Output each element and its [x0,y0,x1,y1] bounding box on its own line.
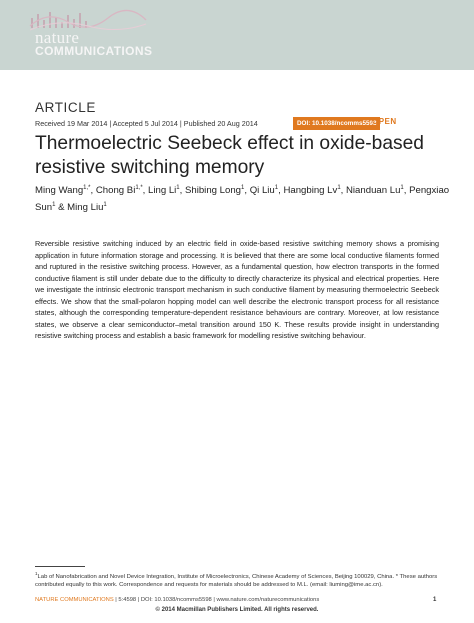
author-separator: , [403,185,410,197]
affiliation-mark: 1 [35,571,38,576]
footer-journal-name[interactable]: NATURE COMMUNICATIONS [35,597,114,603]
page-footer [35,597,319,603]
author-separator: , [244,185,250,197]
author-name[interactable]: Shibing Long [184,185,241,197]
journal-banner [0,0,474,70]
author-name[interactable]: Ling Li [148,185,177,197]
author-separator: & [55,202,68,214]
page-number: 1 [433,597,437,603]
affiliation-footnote [35,570,445,589]
author-affiliation-mark: 1,* [135,185,143,191]
author-affiliation-mark: 1 [52,202,56,209]
author-name[interactable]: Ming Liu [67,202,104,214]
author-name[interactable]: Qi Liu [249,185,275,197]
copyright-notice: © 2014 Macmillan Publishers Limited. All rights reserved. [155,607,319,613]
open-access-label[interactable]: OPEN [372,117,397,126]
author-name[interactable]: Chong Bi [95,185,136,197]
footnote-divider [35,566,85,567]
author-affiliation-mark: 1 [274,185,279,191]
author-separator: , [340,185,346,197]
author-separator: , [179,185,185,197]
article-dates: Received 19 Mar 2014 | Accepted 5 Jul 2014 | Published 20 Aug 2014 [35,119,258,128]
author-name[interactable]: Nianduan Lu [346,185,401,197]
author-separator: , [142,185,149,197]
author-affiliation-mark: 1 [241,185,245,191]
author-name[interactable]: Ming Wang [35,185,84,197]
author-separator: , [278,185,284,197]
author-affiliation-mark: 1 [103,202,107,209]
author-list [35,181,450,215]
author-name[interactable]: Hangbing Lv [283,185,338,197]
author-affiliation-mark: 1 [337,185,341,191]
author-affiliation-mark: 1,* [83,185,91,191]
footer-citation: | 5:4598 | DOI: 10.1038/ncomms5598 | www.nature.com/naturecommunications [113,597,320,603]
author-affiliation-mark: 1 [400,185,404,191]
abstract: Reversible resistive switching induced by an electric field in oxide-based resistive switching memory shows a promising application in future information storage and processing. It is believed that there are some local conductive filaments formed and ruptured in the resistive switching process. However, as a fundamental question, how electron transports in the formed conductive filament is still under debate due to the difficulty to directly characterize its physical and electrical properties. Here we investigate the intrinsic electronic transport mechanism in such conductive filament by measuring thermoelectric Seebeck effects. We show that the small-polaron hopping model can well describe the electronic transport process for all resistance states, although the corresponding temperature-dependent resistance behaviours are contrary. Moreover, at low resistance states, we observe a clear semiconductor–metal transition around 150 K. These results provide insight in understanding resistive switching process and establish a basic framework for modelling resistive switching behaviour. [35,239,439,341]
author-affiliation-mark: 1 [176,185,180,191]
article-type-label: ARTICLE [35,100,96,115]
affiliation-text: Lab of Nanofabrication and Novel Device Integration, Institute of Microelectronics, Chinese Academy of Sciences, Beijing 100029, China. * These authors contributed equally to this work. Correspondence and requests for materials should be addressed to M.L. (email: liuming@ime.ac.cn). [35,573,438,588]
journal-logo-communications[interactable]: COMMUNICATIONS [35,44,153,58]
author-separator: , [90,185,96,197]
author-name[interactable]: Pengxiao Sun [35,185,450,214]
doi-badge[interactable]: DOI: 10.1038/ncomms5598 [293,117,380,130]
article-title: Thermoelectric Seebeck effect in oxide-based resistive switching memory [35,133,424,178]
journal-logo-nature[interactable]: nature [35,28,80,47]
